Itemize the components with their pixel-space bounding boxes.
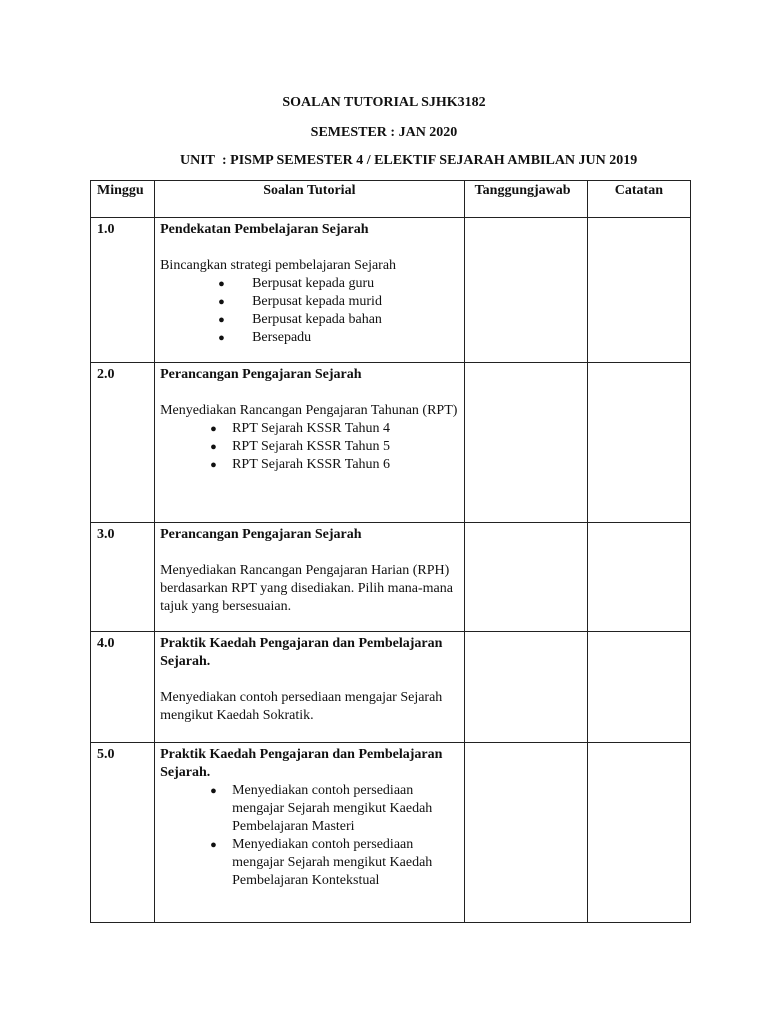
question-cell — [155, 363, 465, 523]
question-title: Pendekatan Pembelajaran Sejarah — [160, 222, 369, 237]
responsibility-cell — [464, 523, 587, 632]
document-title: SOALAN TUTORIAL SJHK3182 — [282, 95, 486, 110]
list-item — [160, 329, 458, 347]
list-item — [160, 836, 458, 890]
week-cell: 5.0 — [91, 743, 155, 923]
week-cell: 2.0 — [91, 363, 155, 523]
bullet-dot-icon: ● — [210, 423, 217, 435]
semester-heading: SEMESTER : JAN 2020 — [310, 125, 458, 140]
bullet-dot-icon: ● — [218, 314, 225, 326]
question-cell — [155, 743, 465, 923]
question-title: Perancangan Pengajaran Sejarah — [160, 527, 362, 542]
table-row — [91, 218, 691, 363]
list-item — [160, 456, 458, 474]
week-cell: 4.0 — [91, 632, 155, 743]
list-item-text: Berpusat kepada bahan — [252, 312, 382, 327]
list-item-text: Berpusat kepada murid — [252, 294, 382, 309]
unit-value: : PISMP SEMESTER 4 / ELEKTIF SEJARAH AMBILAN JUN 2019 — [222, 153, 638, 168]
question-description: Menyediakan Rancangan Pengajaran Harian (RPH) berdasarkan RPT yang disediakan. Pilih mana-mana tajuk yang bersesuaian. — [160, 563, 453, 614]
question-cell — [155, 218, 465, 363]
list-item-text: Menyediakan contoh persediaan mengajar Sejarah mengikut Kaedah Pembelajaran Kontekstual — [232, 837, 433, 888]
responsibility-cell — [464, 363, 587, 523]
header-soalan-tutorial: Soalan Tutorial — [155, 181, 465, 218]
list-item-text: RPT Sejarah KSSR Tahun 6 — [232, 457, 391, 472]
note-cell — [587, 218, 690, 363]
question-description: Bincangkan strategi pembelajaran Sejarah — [160, 258, 397, 273]
question-title: Perancangan Pengajaran Sejarah — [160, 367, 362, 382]
bullet-dot-icon: ● — [210, 459, 217, 471]
note-cell — [587, 743, 690, 923]
question-bullet-list — [160, 420, 458, 474]
list-item — [160, 420, 458, 438]
list-item-text: Menyediakan contoh persediaan mengajar Sejarah mengikut Kaedah Pembelajaran Masteri — [232, 783, 433, 834]
note-cell — [587, 632, 690, 743]
week-cell: 3.0 — [91, 523, 155, 632]
list-item — [160, 438, 458, 456]
unit-heading — [180, 152, 637, 170]
bullet-dot-icon: ● — [218, 296, 225, 308]
bullet-dot-icon: ● — [218, 332, 225, 344]
question-bullet-list — [160, 275, 458, 347]
tutorial-table — [90, 180, 691, 923]
table-row — [91, 523, 691, 632]
bullet-dot-icon: ● — [218, 278, 225, 290]
list-item — [160, 275, 458, 293]
question-description: Menyediakan contoh persediaan mengajar Sejarah mengikut Kaedah Sokratik. — [160, 690, 443, 723]
question-description: Menyediakan Rancangan Pengajaran Tahunan (RPT) — [160, 403, 458, 418]
week-cell: 1.0 — [91, 218, 155, 363]
header-catatan: Catatan — [587, 181, 690, 218]
question-title: Praktik Kaedah Pengajaran dan Pembelajaran Sejarah. — [160, 636, 443, 669]
bullet-dot-icon: ● — [210, 785, 217, 797]
unit-label: UNIT — [180, 153, 216, 168]
list-item — [160, 311, 458, 329]
list-item-text: Berpusat kepada guru — [252, 276, 375, 291]
table-header-row — [91, 181, 691, 218]
responsibility-cell — [464, 632, 587, 743]
note-cell — [587, 363, 690, 523]
list-item — [160, 782, 458, 836]
question-cell — [155, 632, 465, 743]
list-item-text: Bersepadu — [252, 330, 312, 345]
table-row — [91, 743, 691, 923]
question-cell — [155, 523, 465, 632]
bullet-dot-icon: ● — [210, 441, 217, 453]
question-title: Praktik Kaedah Pengajaran dan Pembelajaran Sejarah. — [160, 747, 443, 780]
table-row — [91, 363, 691, 523]
header-minggu: Minggu — [91, 181, 155, 218]
bullet-dot-icon: ● — [210, 839, 217, 851]
list-item-text: RPT Sejarah KSSR Tahun 5 — [232, 439, 391, 454]
question-bullet-list — [160, 782, 458, 890]
responsibility-cell — [464, 218, 587, 363]
list-item — [160, 293, 458, 311]
list-item-text: RPT Sejarah KSSR Tahun 4 — [232, 421, 391, 436]
header-tanggungjawab: Tanggungjawab — [464, 181, 587, 218]
note-cell — [587, 523, 690, 632]
table-row — [91, 632, 691, 743]
responsibility-cell — [464, 743, 587, 923]
